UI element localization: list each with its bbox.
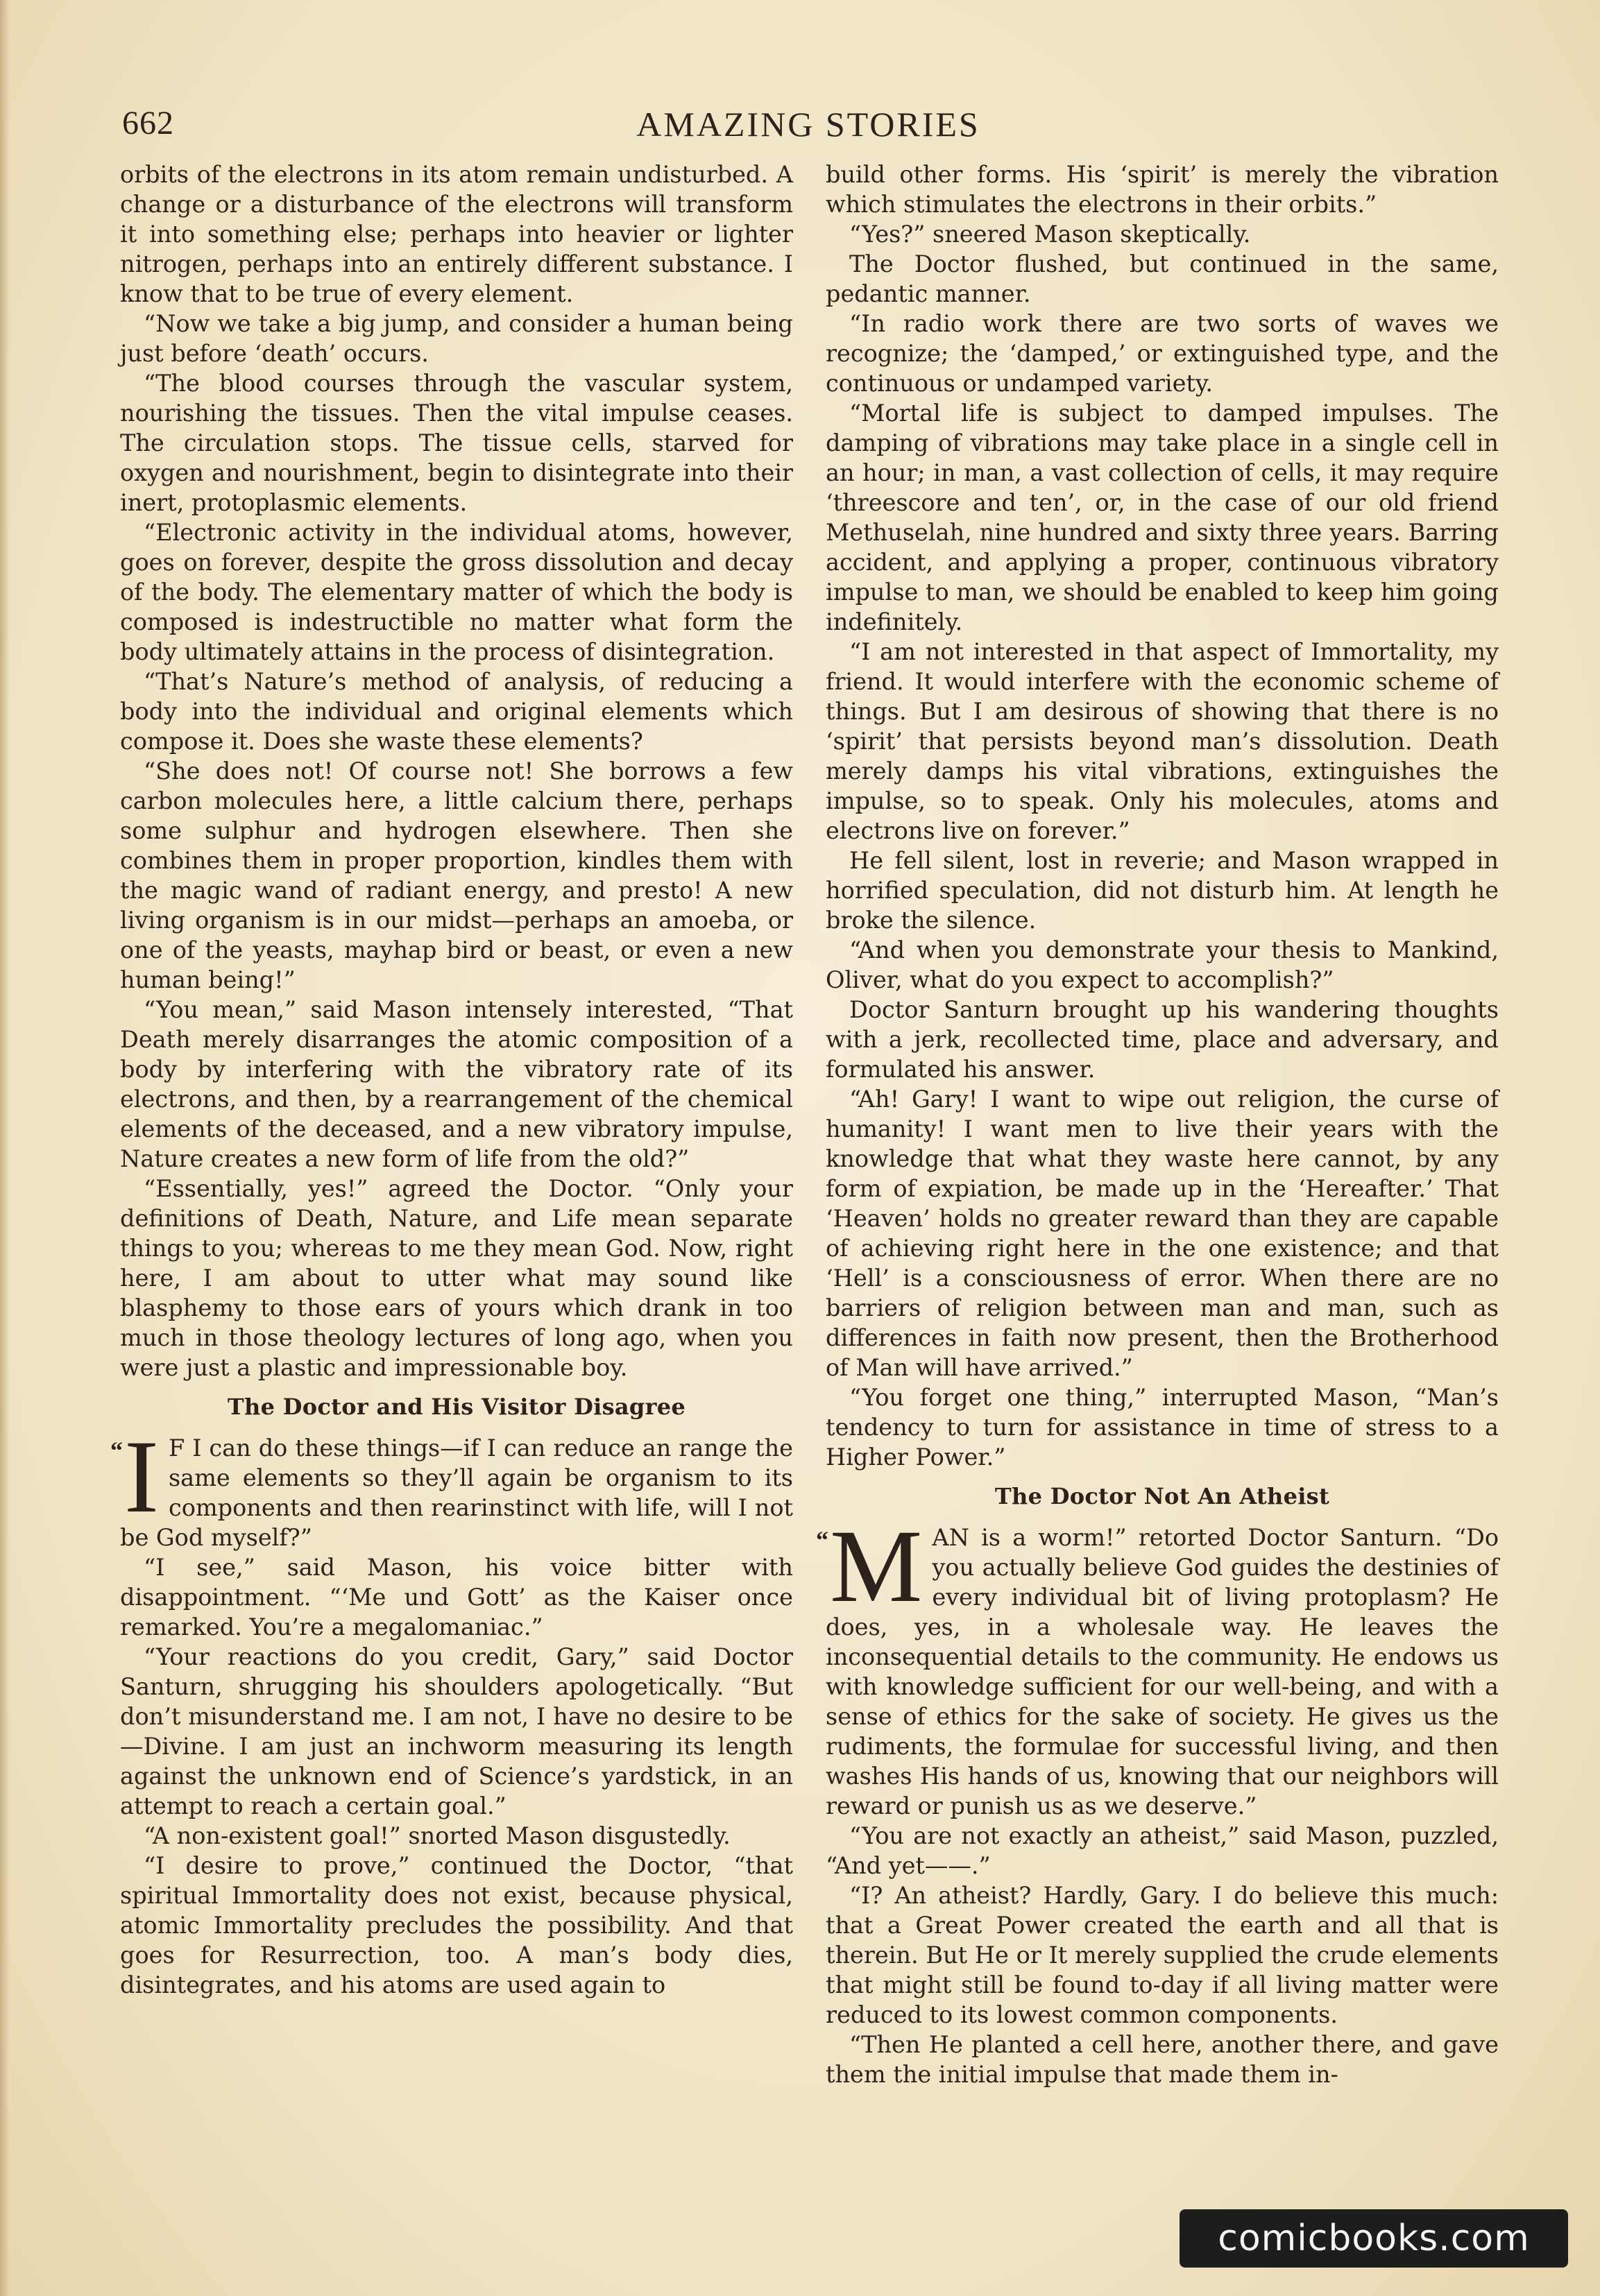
paragraph: “Now we take a big jump, and consider a human being just before ‘death’ occurs. <box>120 310 793 367</box>
page-header <box>118 104 1499 153</box>
paragraph: “Your reactions do you credit, Gary,” said Doctor Santurn, shrugging his shoulders apologetically. “But don’t misunderstand me. I am not, I have no desire to be—Divine. I am just an inchworm measuring its length against the unknown end of Science’s yardstick, in an attempt to reach a certain goal.” <box>120 1643 793 1819</box>
dropcap-paragraph <box>110 1419 793 1552</box>
paragraph: “You are not exactly an atheist,” said Mason, puzzled, “And yet——.” <box>826 1822 1499 1879</box>
left-column <box>110 160 793 2000</box>
paragraph: “And when you demonstrate your thesis to Mankind, Oliver, what do you expect to accomplish?” <box>826 936 1499 993</box>
paragraph: “You mean,” said Mason intensely interested, “That Death merely disarranges the atomic composition of a body by interfering with the vibratory rate of its electrons, and then, by a rearrangement of the chemical elements of the deceased, and a new vibratory impulse, Nature creates a new form of life from the old?” <box>120 996 793 1172</box>
paragraph: AN is a worm!” retorted Doctor Santurn. “Do you actually believe God guides the destinies of every individual bit of living protoplasm? He does, yes, in a wholesale way. He leaves the inconsequential details to the community. He endows us with knowledge sufficient for our well-being, and with a sense of ethics for the sake of society. He gives us the rudiments, the formulae for successful living, and then washes His hands of us, knowing that our neighbors will reward or punish us as we deserve.” <box>826 1524 1499 1819</box>
paragraph: He fell silent, lost in reverie; and Mason wrapped in horrified speculation, did not disturb him. At length he broke the silence. <box>826 847 1499 934</box>
section-subheading: The Doctor Not An Atheist <box>994 1483 1330 1509</box>
paragraph: “In radio work there are two sorts of waves we recognize; the ‘damped,’ or extinguished type, and the continuous or undamped variety. <box>826 310 1499 397</box>
dropcap-letter <box>110 1419 159 1534</box>
paragraph: The Doctor flushed, but continued in the same, pedantic manner. <box>826 250 1499 307</box>
paragraph: “Essentially, yes!” agreed the Doctor. “Only your definitions of Death, Nature, and Life mean separate things to you; whereas to me they mean God. Now, right here, I am about to utter what may sound like blasphemy to those ears of yours which drank in too much in those theology lectures of long ago, when you were just a plastic and impressionable boy. <box>120 1175 793 1381</box>
paragraph: “A non-existent goal!” snorted Mason disgustedly. <box>144 1822 731 1849</box>
paragraph: “I see,” said Mason, his voice bitter with disappointment. “‘Me und Gott’ as the Kaiser once remarked. You’re a megalomaniac.” <box>120 1554 793 1640</box>
paragraph: “Yes?” sneered Mason skeptically. <box>849 221 1251 248</box>
paragraph: “Then He planted a cell here, another there, and gave them the initial impulse that made them in- <box>826 2031 1499 2088</box>
paragraph: “She does not! Of course not! She borrows a few carbon molecules here, a little calcium there, perhaps some sulphur and hydrogen elsewhere. Then she combines them in proper proportion, kindles them with the magic wand of radiant energy, and presto! A new living organism is in our midst—perhaps an amoeba, or one of the yeasts, mayhap bird or beast, or even a new human being!” <box>120 757 793 993</box>
paragraph: Doctor Santurn brought up his wandering thoughts with a jerk, recollected time, place and adversary, and formulated his answer. <box>826 996 1499 1083</box>
dropcap-quote: “ <box>110 1437 123 1464</box>
paragraph: F I can do these things—if I can reduce an range the same elements so they’ll again be organism to its components and then rearinstinct with life, will I not be God myself?” <box>120 1434 793 1551</box>
dropcap-paragraph <box>816 1509 1499 1821</box>
page-number: 662 <box>122 105 174 142</box>
dropcap-quote: “ <box>816 1526 828 1554</box>
magazine-title: AMAZING STORIES <box>636 105 980 144</box>
paragraph: “Electronic activity in the individual atoms, however, goes on forever, despite the gross dissolution and decay of the body. The elementary matter of which the body is composed is indestructible no matter what form the body ultimately attains in the process of disintegration. <box>120 519 793 665</box>
paragraph: “That’s Nature’s method of analysis, of reducing a body into the individual and original elements which compose it. Does she waste these elements? <box>120 668 793 755</box>
dropcap-char: M <box>830 1509 923 1624</box>
paragraph: “Ah! Gary! I want to wipe out religion, the curse of humanity! I want men to live their years with the knowledge that what they waste here cannot, by any form of expiation, be made up in the ‘Hereafter.’ That ‘Heaven’ holds no greater reward than they are capable of achieving right here in the one existence; and that ‘Hell’ is a consciousness of error. When there are no barriers of religion between man and man, such as differences in faith now present, then the Brotherhood of Man will have arrived.” <box>826 1086 1499 1381</box>
paragraph: “I? An atheist? Hardly, Gary. I do believe this much: that a Great Power created the earth and all that is therein. But He or It merely supplied the crude elements that might still be found to-day if all living matter were reduced to its lowest common components. <box>826 1882 1499 2028</box>
dropcap-char: I <box>124 1419 159 1534</box>
right-column <box>816 160 1499 2089</box>
paragraph: “You forget one thing,” interrupted Mason, “Man’s tendency to turn for assistance in time of stress to a Higher Power.” <box>826 1384 1499 1471</box>
paragraph: “I desire to prove,” continued the Doctor, “that spiritual Immortality does not exist, because physical, atomic Immortality precludes the possibility. And that goes for Resurrection, too. A man’s body dies, disintegrates, and his atoms are used again to <box>120 1852 793 1998</box>
paragraph: “Mortal life is subject to damped impulses. The damping of vibrations may take place in a single cell in an hour; in man, a vast collection of cells, it may require ‘threescore and ten’, or, in the case of our old friend Methuselah, nine hundred and sixty three years. Barring accident, and applying a proper, continuous vibratory impulse to man, we should be enabled to keep him going indefinitely. <box>826 400 1499 635</box>
paragraph: orbits of the electrons in its atom remain undisturbed. A change or a disturbance of the electrons will transform it into something else; perhaps into heavier or lighter nitrogen, perhaps into an entirely different substance. I know that to be true of every element. <box>120 161 793 307</box>
page-edge-shadow <box>0 0 10 2296</box>
paragraph: “I am not interested in that aspect of Immortality, my friend. It would interfere with the economic scheme of things. But I am desirous of showing that there is no ‘spirit’ that persists beyond man’s dissolution. Death merely damps his vital vibrations, extinguishes the impulse, so to speak. Only his molecules, atoms and electrons live on forever.” <box>826 638 1499 844</box>
paragraph: “The blood courses through the vascular system, nourishing the tissues. Then the vital impulse ceases. The circulation stops. The tissue cells, starved for oxygen and nourishment, begin to disintegrate into their inert, protoplasmic elements. <box>120 370 793 516</box>
dropcap-letter <box>816 1509 923 1624</box>
paragraph: build other forms. His ‘spirit’ is merely the vibration which stimulates the electrons in their orbits.” <box>826 161 1499 218</box>
site-watermark: comicbooks.com <box>1180 2209 1568 2268</box>
section-subheading: The Doctor and His Visitor Disagree <box>227 1394 686 1420</box>
